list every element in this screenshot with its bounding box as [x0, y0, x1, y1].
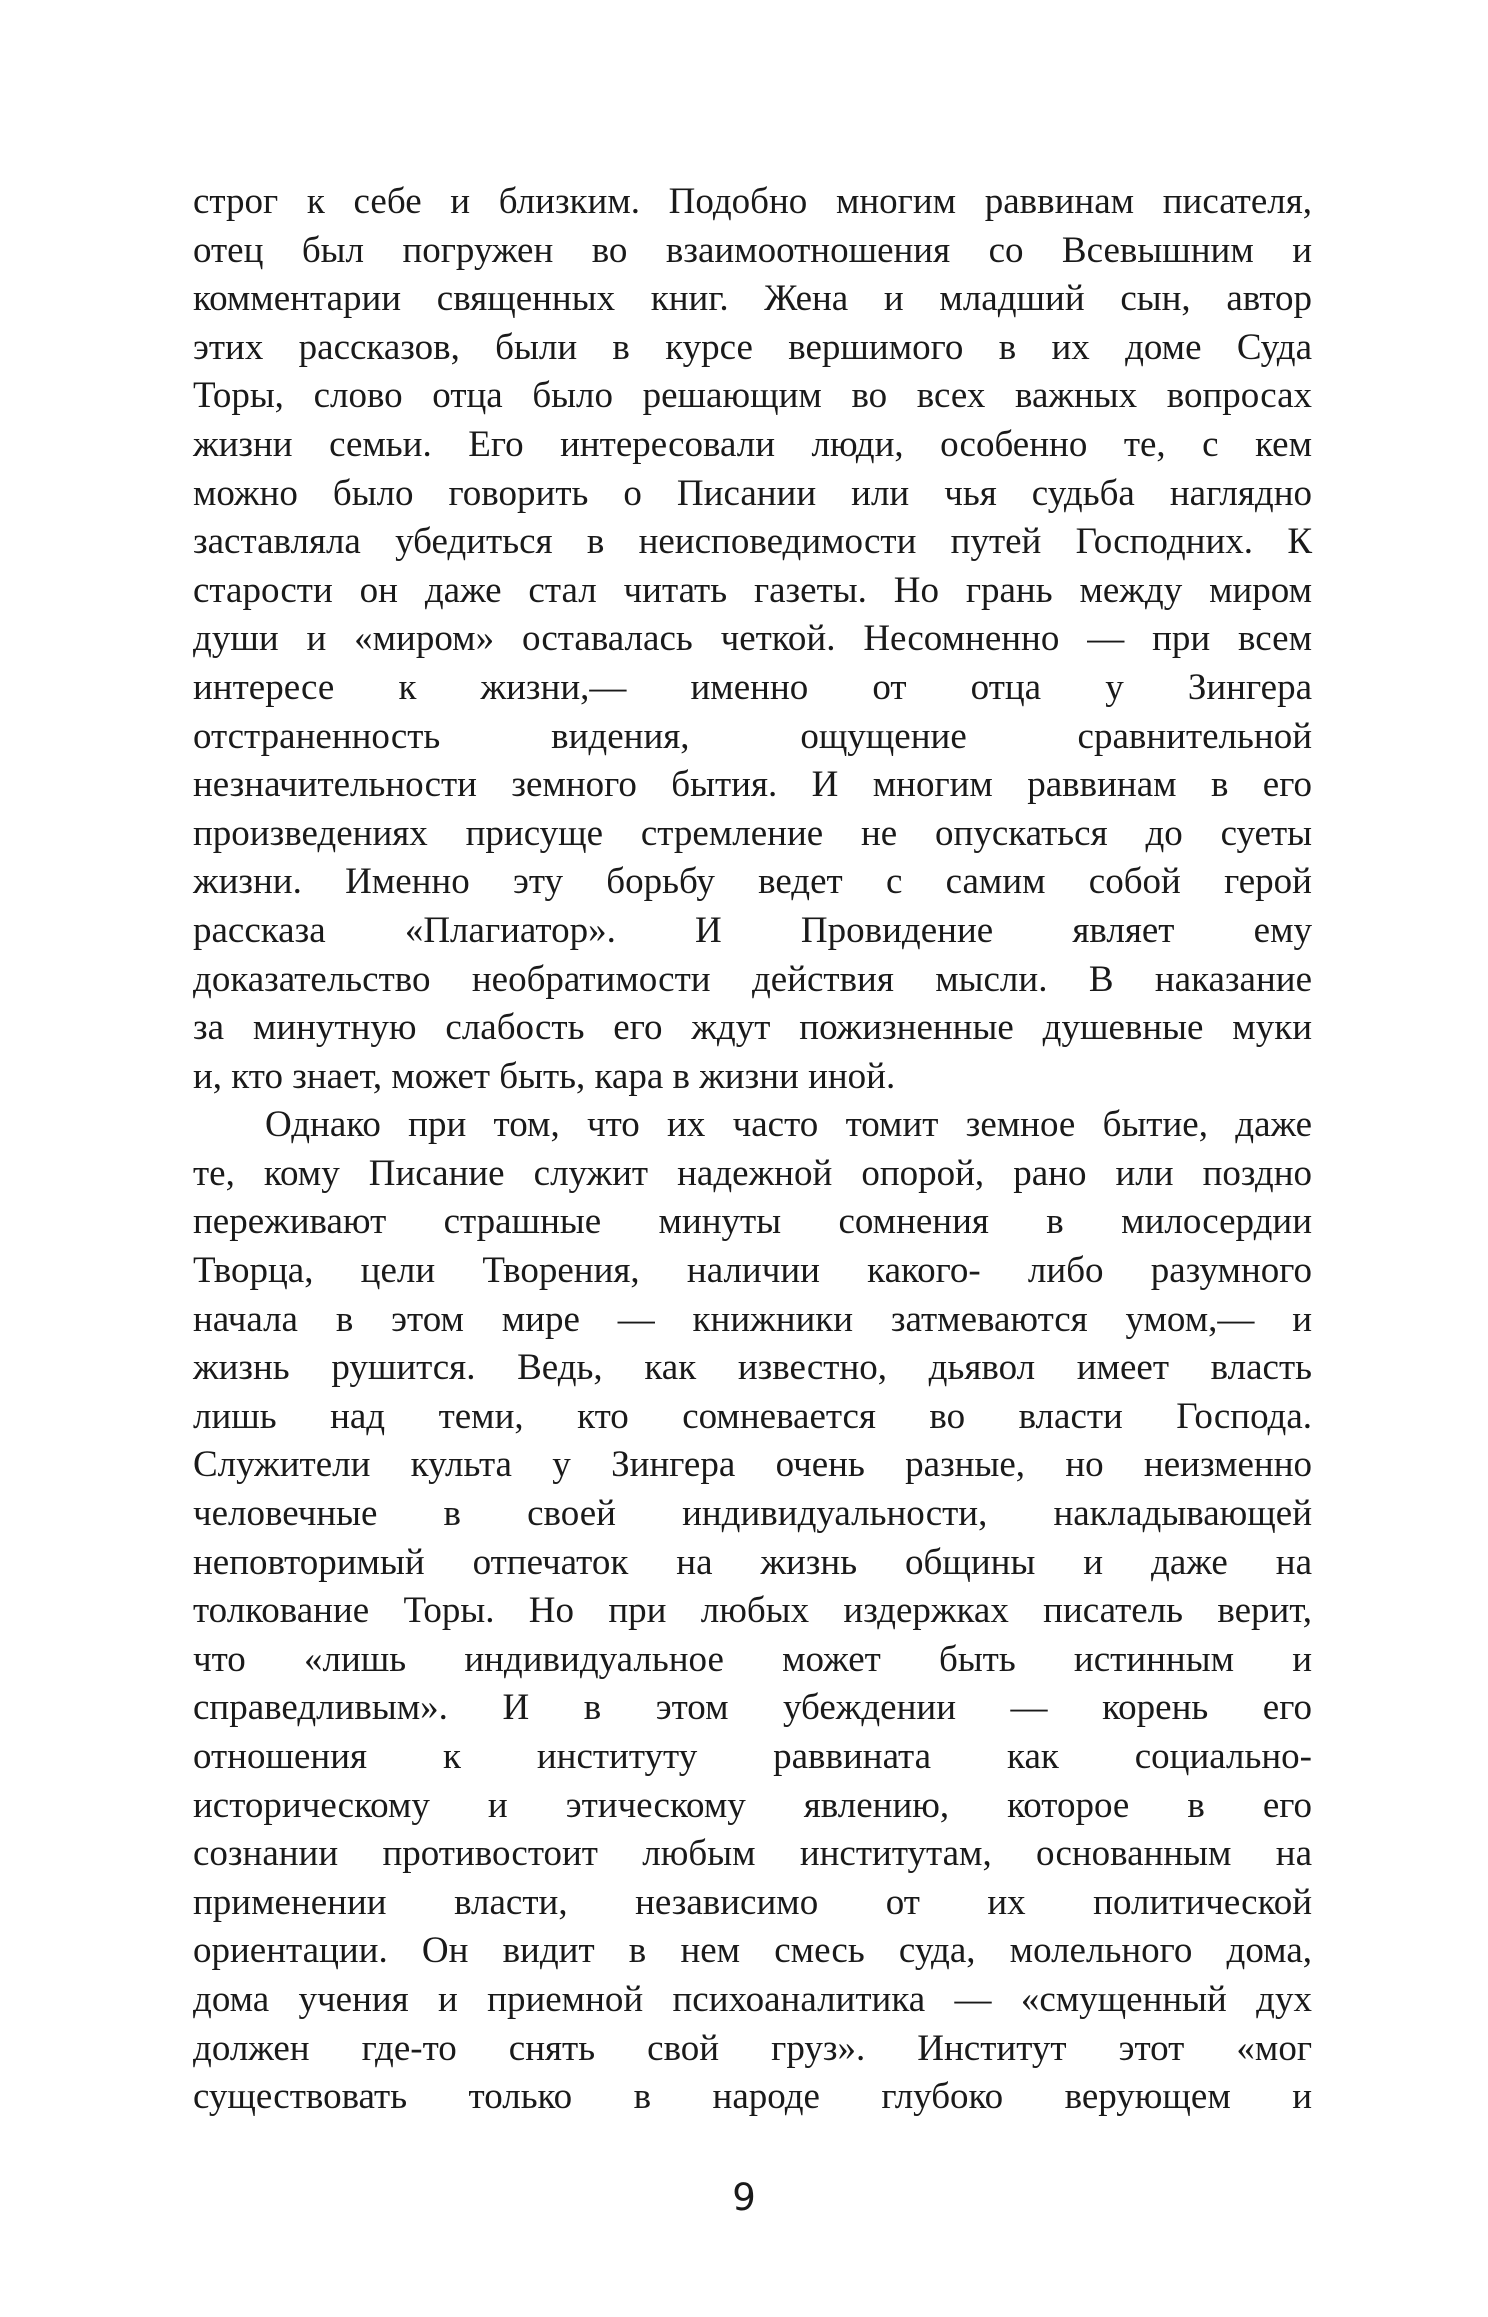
text-line: переживают страшные минуты сомнения в милосердии	[193, 1201, 1312, 1243]
page-number: 9	[732, 2176, 756, 2219]
text-line: жизнь рушится. Ведь, как известно, дьявол имеет власть	[193, 1347, 1312, 1389]
text-line: отстраненность видения, ощущение сравнительной	[193, 715, 1312, 757]
text-line: произведениях присуще стремление не опускаться до суеты	[193, 812, 1312, 854]
text-line: начала в этом мире — книжники затмеваются умом,— и	[193, 1298, 1312, 1340]
text-line: жизни семьи. Его интересовали люди, особенно те, с кем	[193, 423, 1312, 465]
text-line: и, кто знает, может быть, кара в жизни иной.	[193, 1055, 896, 1097]
body-text	[193, 178, 1312, 2122]
text-line: сознании противостоит любым институтам, основанным на	[193, 1833, 1312, 1875]
text-line: существовать только в народе глубоко верующем и	[193, 2076, 1312, 2118]
text-line: можно было говорить о Писании или чья судьба наглядно	[193, 472, 1312, 514]
paragraph-2	[193, 1101, 1312, 2121]
text-line: должен где-то снять свой груз». Институт этот «мог	[193, 2027, 1312, 2069]
text-line: применении власти, независимо от их политической	[193, 1881, 1312, 1923]
text-line: жизни. Именно эту борьбу ведет с самим собой герой	[193, 861, 1312, 903]
text-line: за минутную слабость его ждут пожизненные душевные муки	[193, 1007, 1312, 1049]
text-line: толкование Торы. Но при любых издержках писатель верит,	[193, 1590, 1312, 1632]
text-line: те, кому Писание служит надежной опорой, рано или поздно	[193, 1152, 1312, 1194]
text-line: дома учения и приемной психоаналитика — «смущенный дух	[193, 1978, 1312, 2020]
text-line: Однако при том, что их часто томит земное бытие, даже	[265, 1104, 1312, 1146]
text-line: незначительности земного бытия. И многим раввинам в его	[193, 764, 1312, 806]
text-line: заставляла убедиться в неисповедимости путей Господних. К	[193, 521, 1312, 563]
text-line: отношения к институту раввината как социально-	[193, 1736, 1312, 1777]
text-line: справедливым». И в этом убеждении — корень его	[193, 1687, 1312, 1729]
text-line: отец был погружен во взаимоотношения со Всевышним и	[193, 229, 1312, 271]
text-line: Торы, слово отца было решающим во всех важных вопросах	[193, 375, 1312, 417]
text-line: строг к себе и близким. Подобно многим раввинам писателя,	[193, 181, 1312, 222]
paragraph-1	[193, 178, 1312, 1101]
text-line: рассказа «Плагиатор». И Провидение являет ему	[193, 909, 1312, 951]
text-line: души и «миром» оставалась четкой. Несомненно — при всем	[193, 618, 1312, 660]
text-line: интересе к жизни,— именно от отца у Зингера	[193, 666, 1312, 708]
text-line: комментарии священных книг. Жена и младший сын, автор	[193, 278, 1312, 320]
text-line: этих рассказов, были в курсе вершимого в их доме Суда	[193, 326, 1312, 368]
text-line: лишь над теми, кто сомневается во власти Господа.	[193, 1395, 1312, 1437]
text-line: что «лишь индивидуальное может быть истинным и	[193, 1638, 1312, 1680]
text-line: старости он даже стал читать газеты. Но грань между миром	[193, 569, 1312, 611]
text-line: ориентации. Он видит в нем смесь суда, молельного дома,	[193, 1930, 1312, 1972]
text-line: человечные в своей индивидуальности, накладывающей	[193, 1493, 1312, 1535]
text-line: Служители культа у Зингера очень разные, но неизменно	[193, 1444, 1312, 1486]
text-line: доказательство необратимости действия мысли. В наказание	[193, 958, 1312, 1000]
text-line: неповторимый отпечаток на жизнь общины и даже на	[193, 1541, 1312, 1583]
text-line: Творца, цели Творения, наличии какого- либо разумного	[193, 1250, 1312, 1292]
text-line: историческому и этическому явлению, которое в его	[193, 1784, 1312, 1826]
